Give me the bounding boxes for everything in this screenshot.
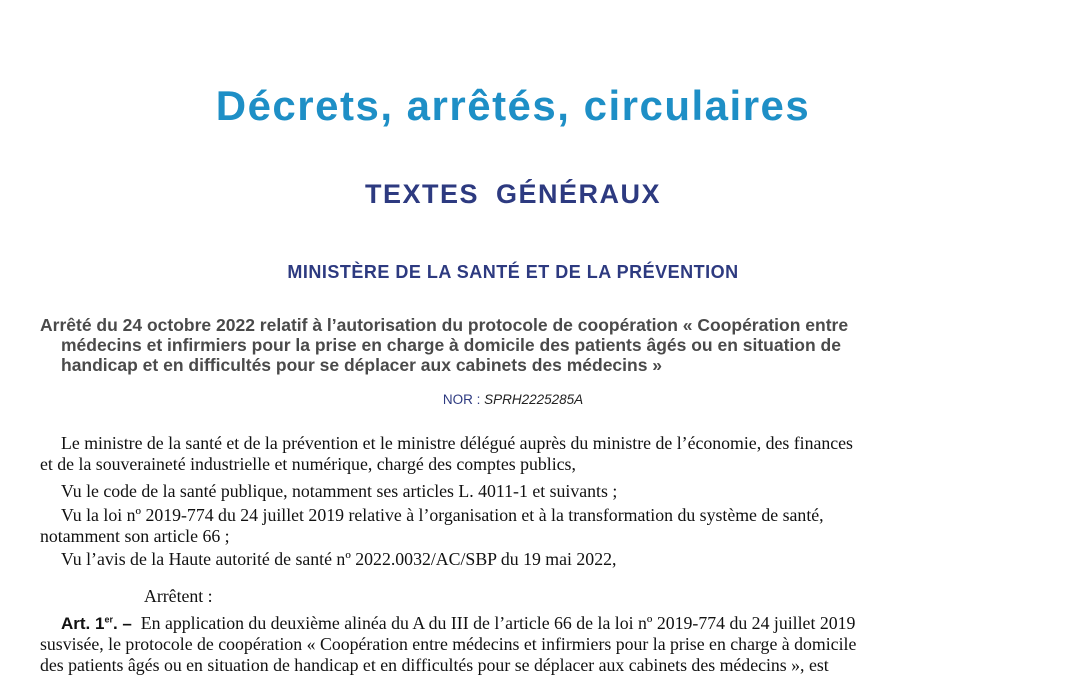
article-text: En application du deuxième alinéa du A du III de l’article 66 de la loi nº 2019-774 du 24 juillet 2019 bbox=[140, 613, 856, 633]
nor-value: SPRH2225285A bbox=[484, 392, 584, 407]
visa-line: Vu le code de la santé publique, notamment ses articles L. 4011-1 et suivants ; bbox=[61, 481, 618, 501]
preamble bbox=[40, 433, 986, 475]
visa-line: notamment son article 66 ; bbox=[40, 526, 230, 546]
article-1-line bbox=[40, 613, 986, 634]
decree-title bbox=[40, 315, 988, 375]
visa-line: Vu la loi nº 2019-774 du 24 juillet 2019 relative à l’organisation et à la transformation du système de santé, bbox=[61, 505, 824, 525]
nor-label: NOR : bbox=[442, 392, 485, 407]
article-number: Art. 1 bbox=[61, 614, 105, 633]
section-title: Décrets, arrêtés, circulaires bbox=[215, 82, 811, 129]
preamble-line: Le ministre de la santé et de la prévention et le ministre délégué auprès du ministre de l’économie, des finances bbox=[61, 433, 853, 453]
article-dash: . – bbox=[112, 614, 132, 633]
preamble-line: et de la souveraineté industrielle et numérique, chargé des comptes publics, bbox=[40, 454, 576, 474]
article-sup: er bbox=[104, 614, 113, 625]
arretent-label: Arrêtent : bbox=[144, 586, 213, 606]
visa-loi bbox=[40, 505, 986, 547]
article-1-line: des patients âgés ou en situation de handicap et en difficultés pour se déplacer aux cabinets des médecins », est bbox=[40, 655, 829, 675]
decree-title-line: Arrêté du 24 octobre 2022 relatif à l’autorisation du protocole de coopération « Coopération entre bbox=[40, 315, 849, 335]
visa-has bbox=[40, 549, 986, 570]
decree-title-line: handicap et en difficultés pour se déplacer aux cabinets des médecins » bbox=[61, 355, 663, 375]
article-1 bbox=[40, 613, 986, 676]
article-1-line: susvisée, le protocole de coopération « Coopération entre médecins et infirmiers pour la prise en charge à domicile bbox=[40, 634, 857, 654]
visa-code-sante bbox=[40, 481, 986, 502]
subsection-title: TEXTES GÉNÉRAUX bbox=[364, 179, 662, 209]
visa-line: Vu l’avis de la Haute autorité de santé nº 2022.0032/AC/SBP du 19 mai 2022, bbox=[61, 549, 617, 569]
arretent bbox=[144, 586, 544, 607]
nor-reference bbox=[0, 392, 1026, 407]
ministry-heading: MINISTÈRE DE LA SANTÉ ET DE LA PRÉVENTION bbox=[287, 262, 739, 282]
article-label bbox=[61, 614, 132, 633]
decree-title-line: médecins et infirmiers pour la prise en charge à domicile des patients âgés ou en situation de bbox=[61, 335, 841, 355]
